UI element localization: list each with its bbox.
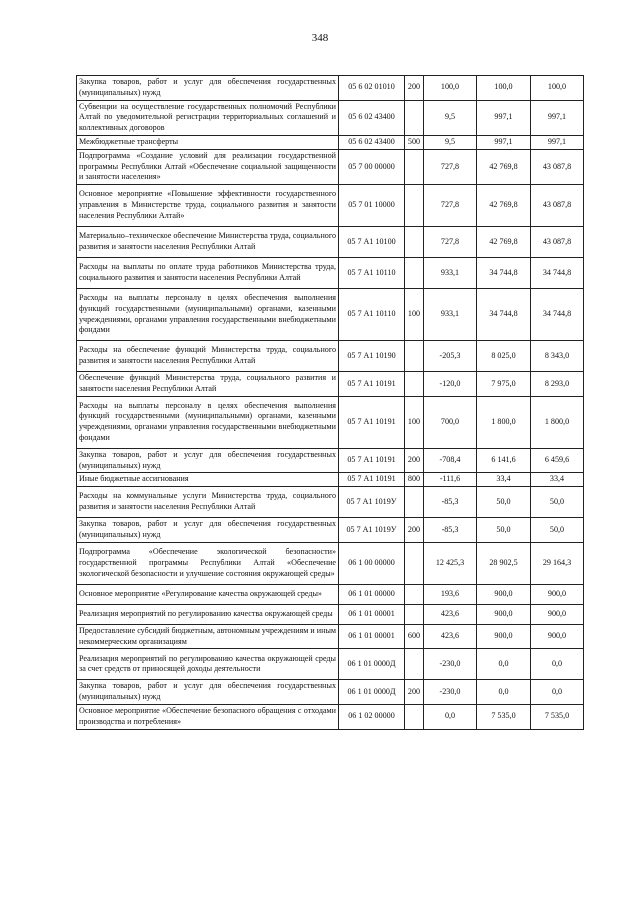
row-code: 06 1 01 00001	[339, 624, 405, 649]
row-kind: 800	[405, 473, 424, 487]
table-row	[77, 76, 584, 101]
row-value-3: 43 087,8	[531, 227, 584, 258]
row-value-1: -230,0	[424, 649, 477, 680]
row-code: 06 1 02 00000	[339, 704, 405, 729]
row-code: 05 7 А1 10191	[339, 448, 405, 473]
row-value-2: 900,0	[477, 584, 531, 604]
row-name: Закупка товаров, работ и услуг для обеспечения государственных (муниципальных) нужд	[77, 518, 339, 543]
row-kind: 500	[405, 135, 424, 149]
row-value-1: 727,8	[424, 185, 477, 227]
row-value-3: 8 343,0	[531, 341, 584, 372]
row-value-3: 900,0	[531, 584, 584, 604]
row-value-2: 6 141,6	[477, 448, 531, 473]
table-row	[77, 704, 584, 729]
row-value-1: 423,6	[424, 624, 477, 649]
row-value-1: -230,0	[424, 680, 477, 705]
row-name: Предоставление субсидий бюджетным, автономным учреждениям и иным некоммерческим организациям	[77, 624, 339, 649]
row-value-2: 100,0	[477, 76, 531, 101]
row-value-2: 42 769,8	[477, 185, 531, 227]
row-kind	[405, 372, 424, 397]
row-kind	[405, 149, 424, 184]
row-value-2: 50,0	[477, 487, 531, 518]
row-value-1: 0,0	[424, 704, 477, 729]
row-value-3: 0,0	[531, 649, 584, 680]
row-name: Субвенции на осуществление государственных полномочий Республики Алтай по уведомительной регистрации территориальных соглашений и коллективных договоров	[77, 100, 339, 135]
budget-table	[76, 75, 584, 730]
table-row	[77, 680, 584, 705]
row-name: Материально–техническое обеспечение Министерства труда, социального развития и занятости населения Республики Алтай	[77, 227, 339, 258]
row-name: Подпрограмма «Обеспечение экологической безопасности» государственной программы Республики Алтай «Обеспечение экологической безопасности и улучшение состояния окружающей среды»	[77, 542, 339, 584]
row-value-1: 9,5	[424, 100, 477, 135]
row-value-2: 997,1	[477, 135, 531, 149]
row-kind: 200	[405, 76, 424, 101]
row-value-2: 900,0	[477, 624, 531, 649]
table-row	[77, 473, 584, 487]
row-code: 05 7 А1 10190	[339, 341, 405, 372]
row-kind	[405, 100, 424, 135]
row-name: Расходы на обеспечение функций Министерства труда, социального развития и занятости населения Республики Алтай	[77, 341, 339, 372]
row-name: Расходы на выплаты по оплате труда работников Министерства труда, социального развития и занятости населения Республики Алтай	[77, 258, 339, 289]
row-value-1: 12 425,3	[424, 542, 477, 584]
row-kind	[405, 542, 424, 584]
row-value-3: 43 087,8	[531, 149, 584, 184]
row-code: 05 7 А1 1019У	[339, 487, 405, 518]
row-value-1: 700,0	[424, 396, 477, 448]
row-code: 06 1 00 00000	[339, 542, 405, 584]
row-code: 05 7 А1 1019У	[339, 518, 405, 543]
row-name: Реализация мероприятий по регулированию качества окружающей среды за счет средств от приносящей доходы деятельности	[77, 649, 339, 680]
row-code: 05 6 02 43400	[339, 135, 405, 149]
row-name: Закупка товаров, работ и услуг для обеспечения государственных (муниципальных) нужд	[77, 680, 339, 705]
row-code: 06 1 01 00000	[339, 584, 405, 604]
table-row	[77, 289, 584, 341]
table-row	[77, 100, 584, 135]
row-value-2: 42 769,8	[477, 227, 531, 258]
row-name: Обеспечение функций Министерства труда, социального развития и занятости населения Республики Алтай	[77, 372, 339, 397]
row-value-2: 50,0	[477, 518, 531, 543]
row-code: 05 7 А1 10110	[339, 289, 405, 341]
table-row	[77, 149, 584, 184]
row-code: 05 7 01 10000	[339, 185, 405, 227]
row-value-3: 50,0	[531, 487, 584, 518]
row-kind	[405, 227, 424, 258]
row-value-2: 34 744,8	[477, 258, 531, 289]
row-kind	[405, 584, 424, 604]
row-kind: 200	[405, 680, 424, 705]
table-row	[77, 542, 584, 584]
row-value-2: 28 902,5	[477, 542, 531, 584]
table-row	[77, 396, 584, 448]
row-kind: 200	[405, 448, 424, 473]
row-kind	[405, 258, 424, 289]
row-value-1: 100,0	[424, 76, 477, 101]
row-kind	[405, 487, 424, 518]
table-row	[77, 448, 584, 473]
row-value-2: 900,0	[477, 604, 531, 624]
table-row	[77, 372, 584, 397]
row-name: Расходы на выплаты персоналу в целях обеспечения выполнения функций государственными (муниципальными) органами, казенными учреждениями, органами управления государственными внебюджетными фондами	[77, 396, 339, 448]
row-name: Межбюджетные трансферты	[77, 135, 339, 149]
table-row	[77, 649, 584, 680]
row-code: 05 6 02 43400	[339, 100, 405, 135]
row-value-3: 997,1	[531, 135, 584, 149]
row-value-3: 50,0	[531, 518, 584, 543]
row-value-1: 933,1	[424, 258, 477, 289]
row-value-2: 34 744,8	[477, 289, 531, 341]
row-value-2: 7 975,0	[477, 372, 531, 397]
row-value-2: 0,0	[477, 649, 531, 680]
row-value-1: 933,1	[424, 289, 477, 341]
row-value-1: -85,3	[424, 518, 477, 543]
row-name: Подпрограмма «Создание условий для реализации государственной программы Республики Алтай «Обеспечение социальной защищенности и занятости населения»	[77, 149, 339, 184]
row-value-2: 0,0	[477, 680, 531, 705]
table-row	[77, 135, 584, 149]
table-row	[77, 584, 584, 604]
row-code: 05 7 А1 10191	[339, 396, 405, 448]
row-name: Реализация мероприятий по регулированию качества окружающей среды	[77, 604, 339, 624]
row-kind	[405, 604, 424, 624]
row-value-3: 8 293,0	[531, 372, 584, 397]
page-number: 348	[311, 32, 329, 44]
budget-table-body	[77, 76, 584, 730]
row-value-1: -120,0	[424, 372, 477, 397]
row-value-1: -205,3	[424, 341, 477, 372]
row-value-2: 8 025,0	[477, 341, 531, 372]
row-value-1: -85,3	[424, 487, 477, 518]
row-code: 06 1 01 0000Д	[339, 649, 405, 680]
table-row	[77, 341, 584, 372]
table-row	[77, 624, 584, 649]
row-code: 05 7 А1 10191	[339, 372, 405, 397]
row-code: 05 7 А1 10110	[339, 258, 405, 289]
table-row	[77, 487, 584, 518]
table-row	[77, 185, 584, 227]
row-value-3: 34 744,8	[531, 289, 584, 341]
row-value-1: 727,8	[424, 227, 477, 258]
row-kind	[405, 185, 424, 227]
row-name: Расходы на коммунальные услуги Министерства труда, социального развития и занятости населения Республики Алтай	[77, 487, 339, 518]
row-value-3: 997,1	[531, 100, 584, 135]
row-name: Основное мероприятие «Обеспечение безопасного обращения с отходами производства и потребления»	[77, 704, 339, 729]
row-value-3: 1 800,0	[531, 396, 584, 448]
row-kind: 100	[405, 396, 424, 448]
row-value-1: -111,6	[424, 473, 477, 487]
row-kind: 200	[405, 518, 424, 543]
row-name: Расходы на выплаты персоналу в целях обеспечения выполнения функций государственными (муниципальными) органами, казенными учреждениями, органами управления государственными внебюджетными фондами	[77, 289, 339, 341]
row-kind	[405, 649, 424, 680]
row-value-2: 1 800,0	[477, 396, 531, 448]
row-name: Закупка товаров, работ и услуг для обеспечения государственных (муниципальных) нужд	[77, 448, 339, 473]
row-value-3: 100,0	[531, 76, 584, 101]
row-kind: 600	[405, 624, 424, 649]
row-code: 05 6 02 01010	[339, 76, 405, 101]
row-value-3: 6 459,6	[531, 448, 584, 473]
row-value-3: 33,4	[531, 473, 584, 487]
row-value-1: 9,5	[424, 135, 477, 149]
row-value-2: 997,1	[477, 100, 531, 135]
row-value-3: 43 087,8	[531, 185, 584, 227]
row-code: 06 1 01 00001	[339, 604, 405, 624]
row-code: 05 7 00 00000	[339, 149, 405, 184]
row-kind: 100	[405, 289, 424, 341]
row-kind	[405, 704, 424, 729]
table-row	[77, 518, 584, 543]
row-value-3: 7 535,0	[531, 704, 584, 729]
row-name: Иные бюджетные ассигнования	[77, 473, 339, 487]
table-row	[77, 604, 584, 624]
row-value-3: 900,0	[531, 624, 584, 649]
row-value-2: 7 535,0	[477, 704, 531, 729]
row-value-3: 0,0	[531, 680, 584, 705]
row-name: Основное мероприятие «Повышение эффективности государственного управления в Министерстве труда, социального развития и занятости населения Республики Алтай»	[77, 185, 339, 227]
row-code: 05 7 А1 10100	[339, 227, 405, 258]
row-code: 05 7 А1 10191	[339, 473, 405, 487]
row-code: 06 1 01 0000Д	[339, 680, 405, 705]
table-row	[77, 258, 584, 289]
row-name: Основное мероприятие «Регулирование качества окружающей среды»	[77, 584, 339, 604]
row-value-3: 34 744,8	[531, 258, 584, 289]
row-value-3: 900,0	[531, 604, 584, 624]
row-name: Закупка товаров, работ и услуг для обеспечения государственных (муниципальных) нужд	[77, 76, 339, 101]
row-value-2: 33,4	[477, 473, 531, 487]
table-row	[77, 227, 584, 258]
row-value-1: 193,6	[424, 584, 477, 604]
row-value-1: -708,4	[424, 448, 477, 473]
row-value-3: 29 164,3	[531, 542, 584, 584]
row-value-1: 423,6	[424, 604, 477, 624]
row-kind	[405, 341, 424, 372]
row-value-2: 42 769,8	[477, 149, 531, 184]
row-value-1: 727,8	[424, 149, 477, 184]
